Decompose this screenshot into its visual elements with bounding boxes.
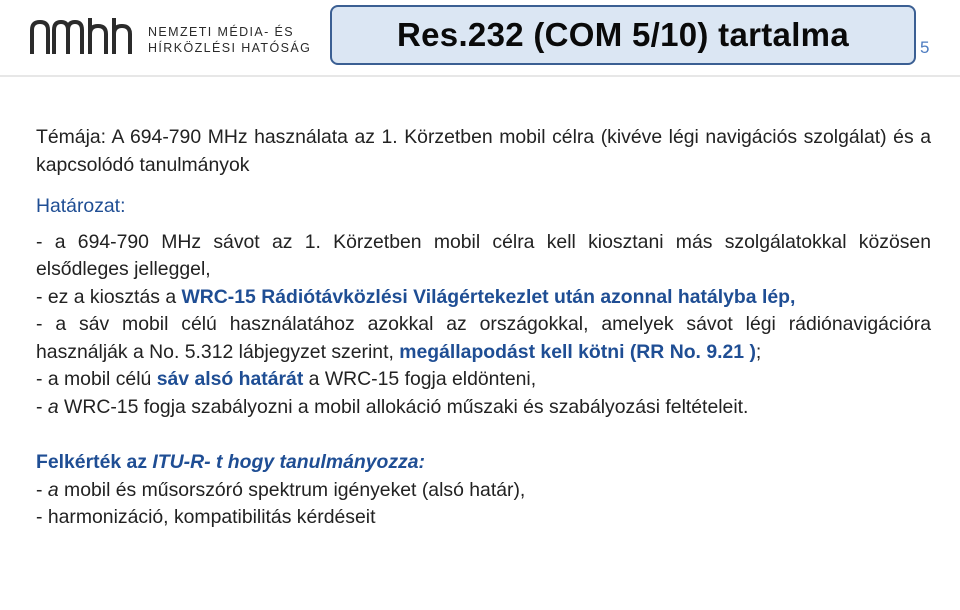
slide-content	[36, 124, 931, 532]
decision-item-3-end: ;	[755, 340, 762, 363]
decision-item-3-emphasis: megállapodást kell kötni (RR No. 9.21 )	[399, 340, 756, 363]
slide-title-box	[330, 5, 916, 65]
decision-item-5-italic: a	[47, 395, 59, 418]
topic-paragraph: Témája: A 694-790 MHz használata az 1. Körzetben mobil célra (kivéve légi navigációs szolgálat) és a kapcsolódó tanulmányok	[36, 126, 931, 176]
decision-item-3-text: - a sáv mobil célú használatához azokkal az országokkal, amelyek sávot légi rádiónavigációra használják a No. 5.312 lábjegyzet szerint,	[36, 313, 931, 363]
decision-item-2	[36, 284, 931, 312]
request-heading	[36, 449, 931, 477]
decision-item-4-text: - a mobil célú	[36, 368, 157, 390]
decision-item-4-end: a WRC-15 fogja eldönteni,	[303, 368, 537, 390]
request-item-1	[36, 477, 931, 505]
request-item-1-italic: a	[47, 478, 59, 501]
decision-item-5-dash: -	[36, 395, 48, 418]
logo-text	[148, 24, 311, 56]
decision-item-4-emphasis: sáv alsó határát	[156, 368, 304, 390]
decision-item-3	[36, 311, 931, 366]
nmhh-logo	[30, 12, 312, 62]
request-item-1-text: mobil és műsorszóró spektrum igényeket (alsó határ),	[58, 478, 526, 501]
decision-item-2-text: - ez a kiosztás a	[36, 285, 182, 308]
decision-item-5-text: WRC-15 fogja szabályozni a mobil allokáció műszaki és szabályozási feltételeit.	[58, 395, 749, 418]
decision-item-2-emphasis: WRC-15 Rádiótávközlési Világértekezlet után azonnal hatályba lép,	[181, 285, 796, 308]
decision-item-5	[36, 394, 931, 422]
logo-line-1: NEMZETI MÉDIA- ÉS	[148, 25, 295, 39]
decision-item-1: - a 694-790 MHz sávot az 1. Körzetben mobil célra kell kiosztani más szolgálatokkal közösen elsődleges jelleggel,	[36, 230, 931, 280]
request-item-2: - harmonizáció, kompatibilitás kérdéseit	[36, 506, 376, 528]
request-heading-text: Felkérték az	[36, 451, 153, 473]
slide-title: Res.232 (COM 5/10) tartalma	[397, 16, 849, 53]
request-heading-italic: ITU-R- t hogy tanulmányozza:	[152, 451, 425, 473]
nmhh-logo-icon	[30, 16, 140, 56]
header-divider	[0, 75, 960, 77]
logo-line-2: HÍRKÖZLÉSI HATÓSÁG	[148, 41, 312, 55]
decision-item-4	[36, 366, 931, 394]
decision-heading: Határozat:	[36, 195, 126, 217]
page-number: 5	[920, 38, 930, 57]
request-item-1-dash: -	[36, 478, 48, 501]
